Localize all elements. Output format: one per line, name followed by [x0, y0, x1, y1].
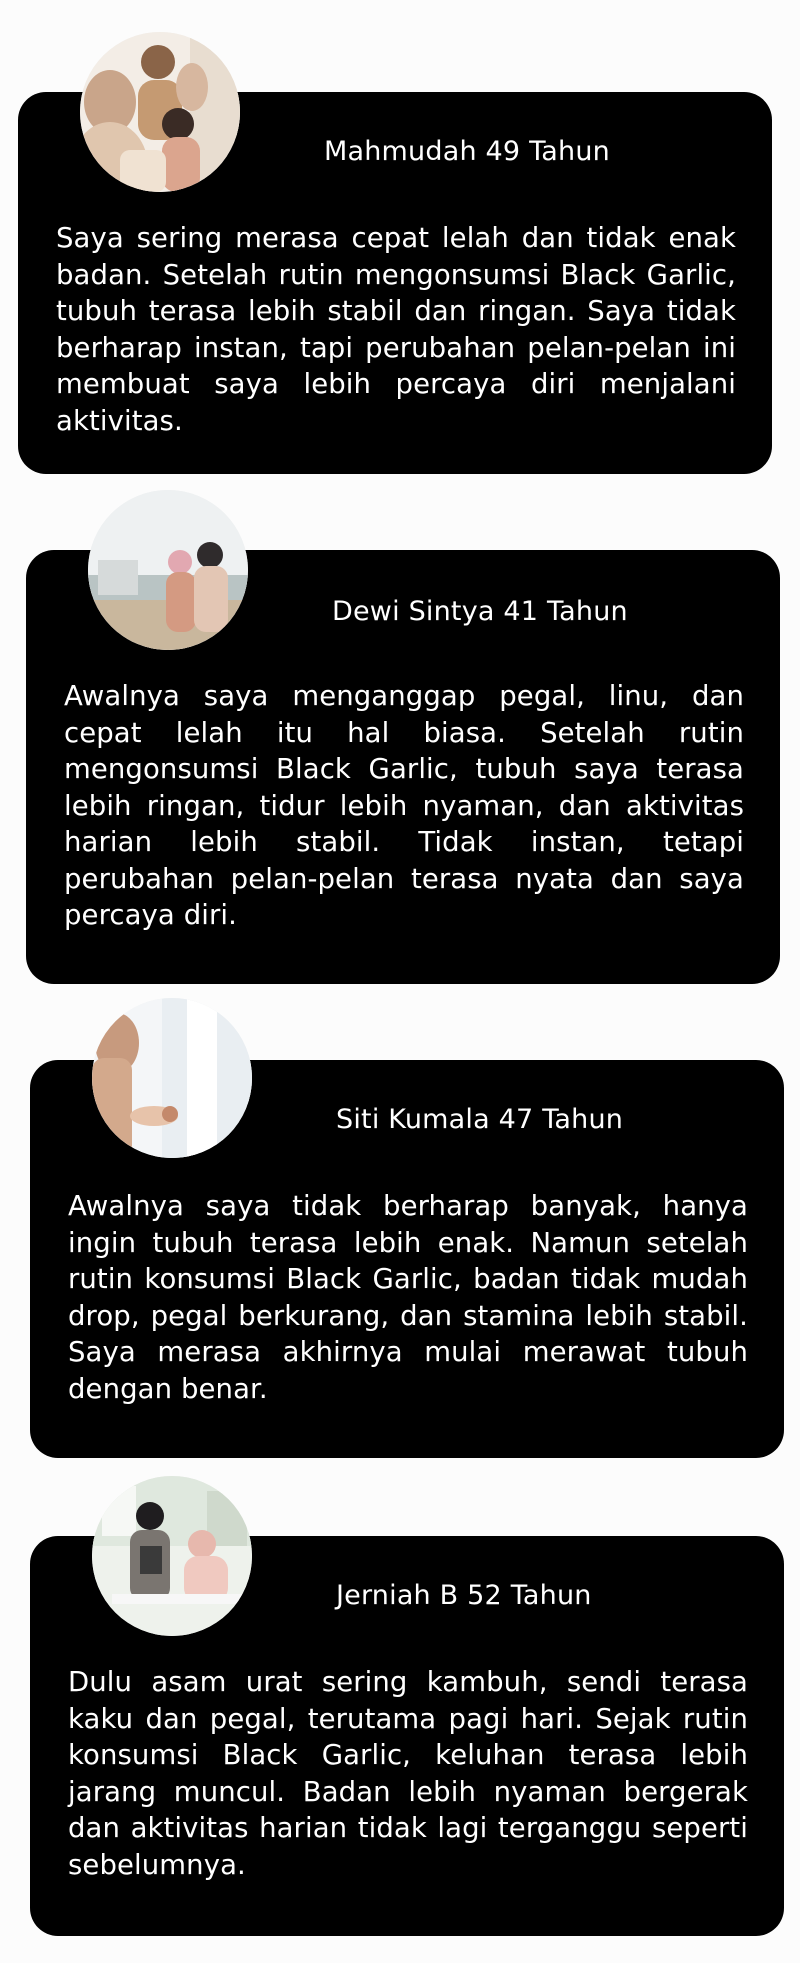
two-women-walking-photo	[88, 490, 248, 650]
testimonial-quote: Saya sering merasa cepat lelah dan tidak enak badan. Setelah rutin mengonsumsi Black Garlic, tubuh terasa lebih stabil dan ringan. Saya tidak berharap instan, tapi perubahan pelan-pelan ini membuat saya lebih percaya diri menjalani aktivitas.	[56, 222, 736, 437]
testimonial-name: Jerniah B 52 Tahun	[336, 1580, 592, 1611]
testimonial-name: Siti Kumala 47 Tahun	[336, 1104, 624, 1135]
woman-praying-photo	[92, 998, 252, 1158]
office-women-photo	[92, 1476, 252, 1636]
family-photo	[80, 32, 240, 192]
testimonial-name: Dewi Sintya 41 Tahun	[332, 596, 628, 627]
testimonial-quote: Dulu asam urat sering kambuh, sendi terasa kaku dan pegal, terutama pagi hari. Sejak rutin konsumsi Black Garlic, keluhan terasa lebih jarang muncul. Badan lebih nyaman bergerak dan aktivitas harian tidak lagi terganggu seperti sebelumnya.	[68, 1666, 748, 1881]
testimonial-name: Mahmudah 49 Tahun	[324, 136, 610, 167]
testimonial-quote: Awalnya saya tidak berharap banyak, hanya ingin tubuh terasa lebih enak. Namun setelah rutin konsumsi Black Garlic, badan tidak mudah drop, pegal berkurang, dan stamina lebih stabil. Saya merasa akhirnya mulai merawat tubuh dengan benar.	[68, 1190, 748, 1405]
testimonial-quote: Awalnya saya menganggap pegal, linu, dan cepat lelah itu hal biasa. Setelah rutin mengonsumsi Black Garlic, tubuh saya terasa lebih ringan, tidur lebih nyaman, dan aktivitas harian lebih stabil. Tidak instan, tetapi perubahan pelan-pelan terasa nyata dan saya percaya diri.	[64, 680, 744, 931]
